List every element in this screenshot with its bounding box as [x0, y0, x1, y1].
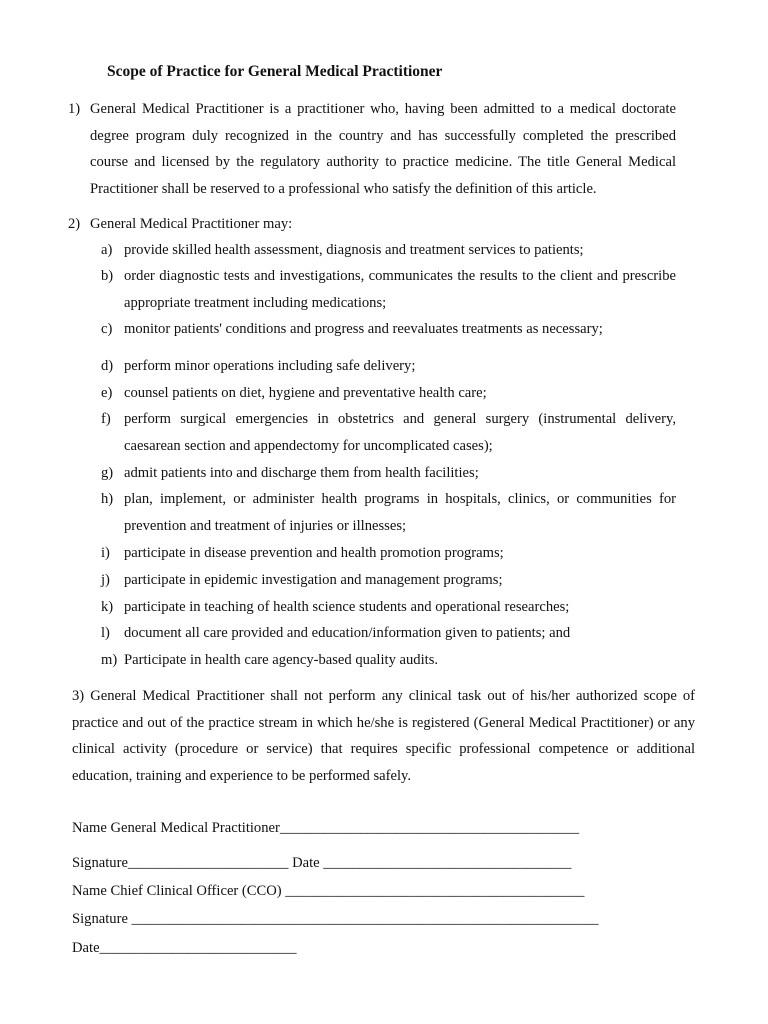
list-item-letter: h)	[101, 491, 114, 507]
list-item-text: participate in disease prevention and health promotion programs;	[124, 545, 504, 561]
section-3-text: 3) General Medical Practitioner shall not perform any clinical task out of his/her authorized scope of practice and out of the practice stream in which he/she is registered (General Medical Practitioner) or any clinical activity (procedure or service) that requires specific professional competence or additional education, training and experience to be performed safely.	[72, 688, 695, 784]
name-cco-line: Name Chief Clinical Officer (CCO) _________________________________________	[72, 883, 585, 899]
name-gmp-line: Name General Medical Practitioner_________________________________________	[72, 820, 580, 836]
date-line: Date___________________________	[72, 940, 297, 956]
signature-cco-line: Signature ________________________________________________________________	[72, 911, 599, 927]
list-item-letter: a)	[101, 242, 113, 258]
list-item-letter: j)	[101, 572, 110, 588]
list-item-text: order diagnostic tests and investigations, communicates the results to the client and prescribe appropriate treatment including medications;	[124, 268, 676, 311]
list-item-letter: b)	[101, 268, 114, 284]
list-item-text: admit patients into and discharge them from health facilities;	[124, 465, 479, 481]
list-item-text: counsel patients on diet, hygiene and preventative health care;	[124, 385, 487, 401]
signature-date-line: Signature______________________ Date __________________________________	[72, 855, 572, 871]
list-item-text: document all care provided and education/information given to patients; and	[124, 625, 571, 641]
list-item-text: plan, implement, or administer health programs in hospitals, clinics, or communities for prevention and treatment of injuries or illnesses;	[124, 491, 676, 534]
section-2-number: 2)	[68, 216, 81, 232]
list-item-letter: k)	[101, 599, 114, 615]
list-item-letter: f)	[101, 411, 111, 427]
list-item-letter: c)	[101, 321, 113, 337]
list-item-text: participate in epidemic investigation and management programs;	[124, 572, 503, 588]
list-item-letter: l)	[101, 625, 110, 641]
list-item-letter: g)	[101, 465, 114, 481]
list-item-text: Participate in health care agency-based quality audits.	[124, 652, 439, 668]
list-item-text: perform minor operations including safe delivery;	[124, 358, 416, 374]
section-2-text: General Medical Practitioner may:	[90, 216, 293, 232]
list-item-letter: d)	[101, 358, 114, 374]
list-item-letter: m)	[101, 652, 118, 668]
section-1-text: General Medical Practitioner is a practitioner who, having been admitted to a medical doctorate degree program duly recognized in the country and has successfully completed the prescribed course and licensed by the regulatory authority to practice medicine. The title General Medical Practitioner shall be reserved to a professional who satisfy the definition of this article.	[90, 101, 676, 197]
list-item-text: provide skilled health assessment, diagnosis and treatment services to patients;	[124, 242, 584, 258]
list-item-letter: i)	[101, 545, 110, 561]
section-1-number: 1)	[68, 101, 81, 117]
list-item-text: participate in teaching of health science students and operational researches;	[124, 599, 570, 615]
page-title: Scope of Practice for General Medical Practitioner	[107, 63, 443, 80]
list-item-text: monitor patients' conditions and progress and reevaluates treatments as necessary;	[124, 321, 603, 337]
list-item-text: perform surgical emergencies in obstetrics and general surgery (instrumental delivery, caesarean section and appendectomy for uncomplicated cases);	[124, 411, 676, 454]
list-item-letter: e)	[101, 385, 113, 401]
